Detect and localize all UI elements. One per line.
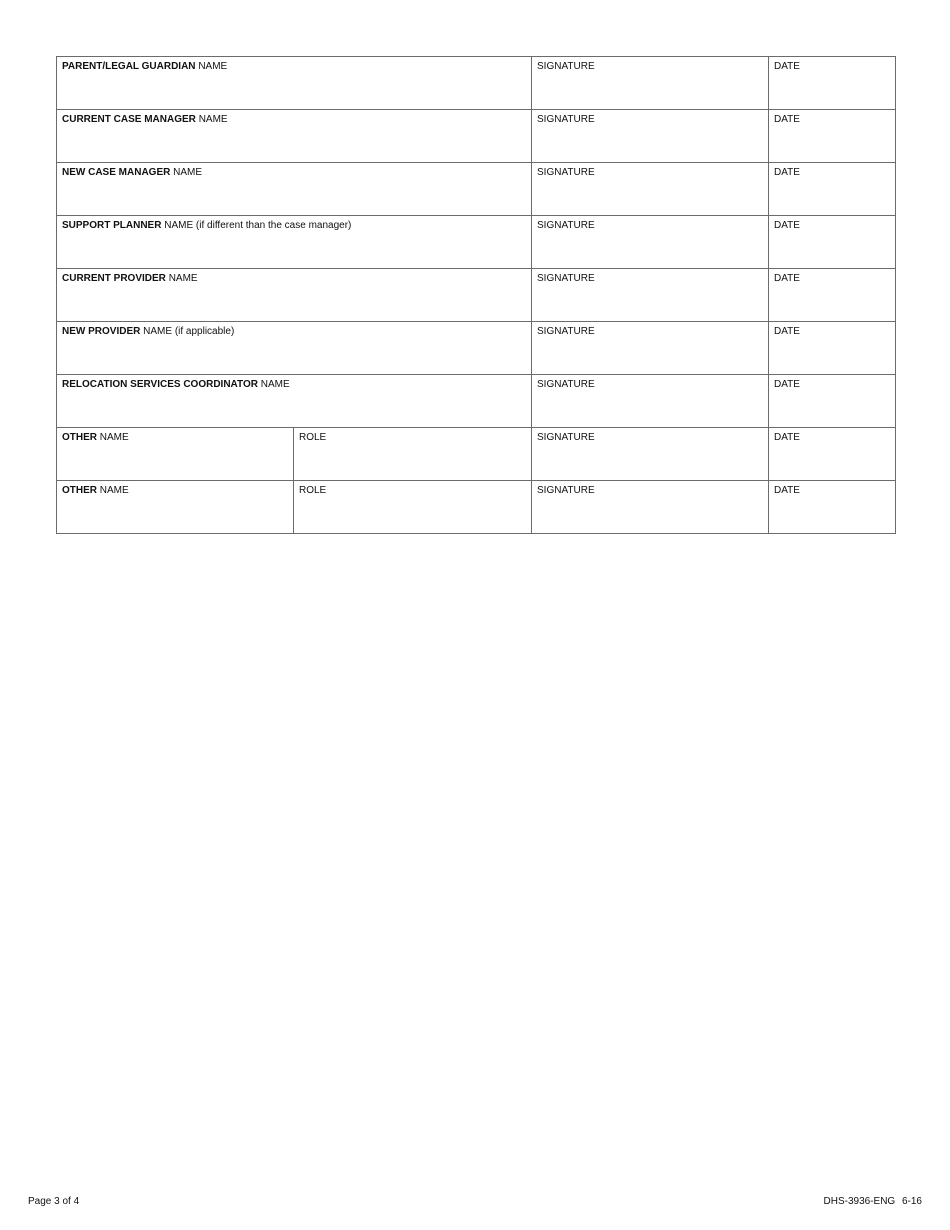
date-field[interactable] xyxy=(769,269,896,322)
name-field[interactable] xyxy=(57,57,532,110)
table-row xyxy=(57,269,896,322)
field-label: NAME xyxy=(164,220,194,231)
field-label: NAME xyxy=(99,432,129,443)
field-label: DATE xyxy=(774,432,800,443)
field-title: PARENT/LEGAL GUARDIAN xyxy=(62,61,196,72)
field-label: NAME xyxy=(198,114,228,125)
field-label: DATE xyxy=(774,379,800,390)
field-label: DATE xyxy=(774,114,800,125)
field-label: NAME xyxy=(168,273,198,284)
signature-table xyxy=(56,56,896,534)
signature-field[interactable] xyxy=(532,163,769,216)
name-field[interactable] xyxy=(57,428,294,481)
field-title: NEW PROVIDER xyxy=(62,326,141,337)
date-field[interactable] xyxy=(769,163,896,216)
signature-field[interactable] xyxy=(532,375,769,428)
name-field[interactable] xyxy=(57,163,532,216)
field-title: OTHER xyxy=(62,485,97,496)
field-label: SIGNATURE xyxy=(537,167,595,178)
field-label: DATE xyxy=(774,326,800,337)
name-field[interactable] xyxy=(57,110,532,163)
field-label: DATE xyxy=(774,167,800,178)
field-label: NAME xyxy=(198,61,228,72)
table-row xyxy=(57,375,896,428)
signature-field[interactable] xyxy=(532,110,769,163)
field-note: (if different than the case manager) xyxy=(195,220,352,231)
field-label: SIGNATURE xyxy=(537,273,595,284)
table-row xyxy=(57,322,896,375)
field-label: SIGNATURE xyxy=(537,326,595,337)
signature-field[interactable] xyxy=(532,428,769,481)
field-label: NAME xyxy=(143,326,173,337)
field-label: NAME xyxy=(260,379,290,390)
date-field[interactable] xyxy=(769,428,896,481)
field-label: SIGNATURE xyxy=(537,220,595,231)
field-title: NEW CASE MANAGER xyxy=(62,167,171,178)
name-field[interactable] xyxy=(57,269,532,322)
field-title: RELOCATION SERVICES COORDINATOR xyxy=(62,379,258,390)
field-label: SIGNATURE xyxy=(537,432,595,443)
table-row xyxy=(57,216,896,269)
table-row xyxy=(57,428,896,481)
field-label: SIGNATURE xyxy=(537,114,595,125)
name-field[interactable] xyxy=(57,375,532,428)
form-id: DHS-3936-ENG 6-16 xyxy=(823,1196,922,1207)
date-field[interactable] xyxy=(769,322,896,375)
role-field[interactable] xyxy=(294,428,532,481)
field-label: NAME xyxy=(99,485,129,496)
field-note: (if applicable) xyxy=(174,326,235,337)
field-title: SUPPORT PLANNER xyxy=(62,220,162,231)
field-label: DATE xyxy=(774,485,800,496)
date-field[interactable] xyxy=(769,216,896,269)
field-label: NAME xyxy=(173,167,203,178)
signature-field[interactable] xyxy=(532,269,769,322)
table-row xyxy=(57,163,896,216)
date-field[interactable] xyxy=(769,57,896,110)
field-label: ROLE xyxy=(299,485,327,496)
name-field[interactable] xyxy=(57,481,294,534)
table-row xyxy=(57,481,896,534)
date-field[interactable] xyxy=(769,375,896,428)
date-field[interactable] xyxy=(769,481,896,534)
field-label: SIGNATURE xyxy=(537,379,595,390)
field-label: SIGNATURE xyxy=(537,61,595,72)
date-field[interactable] xyxy=(769,110,896,163)
signature-field[interactable] xyxy=(532,481,769,534)
role-field[interactable] xyxy=(294,481,532,534)
field-title: CURRENT CASE MANAGER xyxy=(62,114,196,125)
name-field[interactable] xyxy=(57,322,532,375)
table-row xyxy=(57,110,896,163)
field-title: OTHER xyxy=(62,432,97,443)
table-row xyxy=(57,57,896,110)
field-title: CURRENT PROVIDER xyxy=(62,273,166,284)
page-number: Page 3 of 4 xyxy=(28,1196,80,1207)
field-label: ROLE xyxy=(299,432,327,443)
signature-field[interactable] xyxy=(532,216,769,269)
signature-field[interactable] xyxy=(532,57,769,110)
field-label: DATE xyxy=(774,61,800,72)
name-field[interactable] xyxy=(57,216,532,269)
field-label: SIGNATURE xyxy=(537,485,595,496)
field-label: DATE xyxy=(774,220,800,231)
field-label: DATE xyxy=(774,273,800,284)
signature-field[interactable] xyxy=(532,322,769,375)
